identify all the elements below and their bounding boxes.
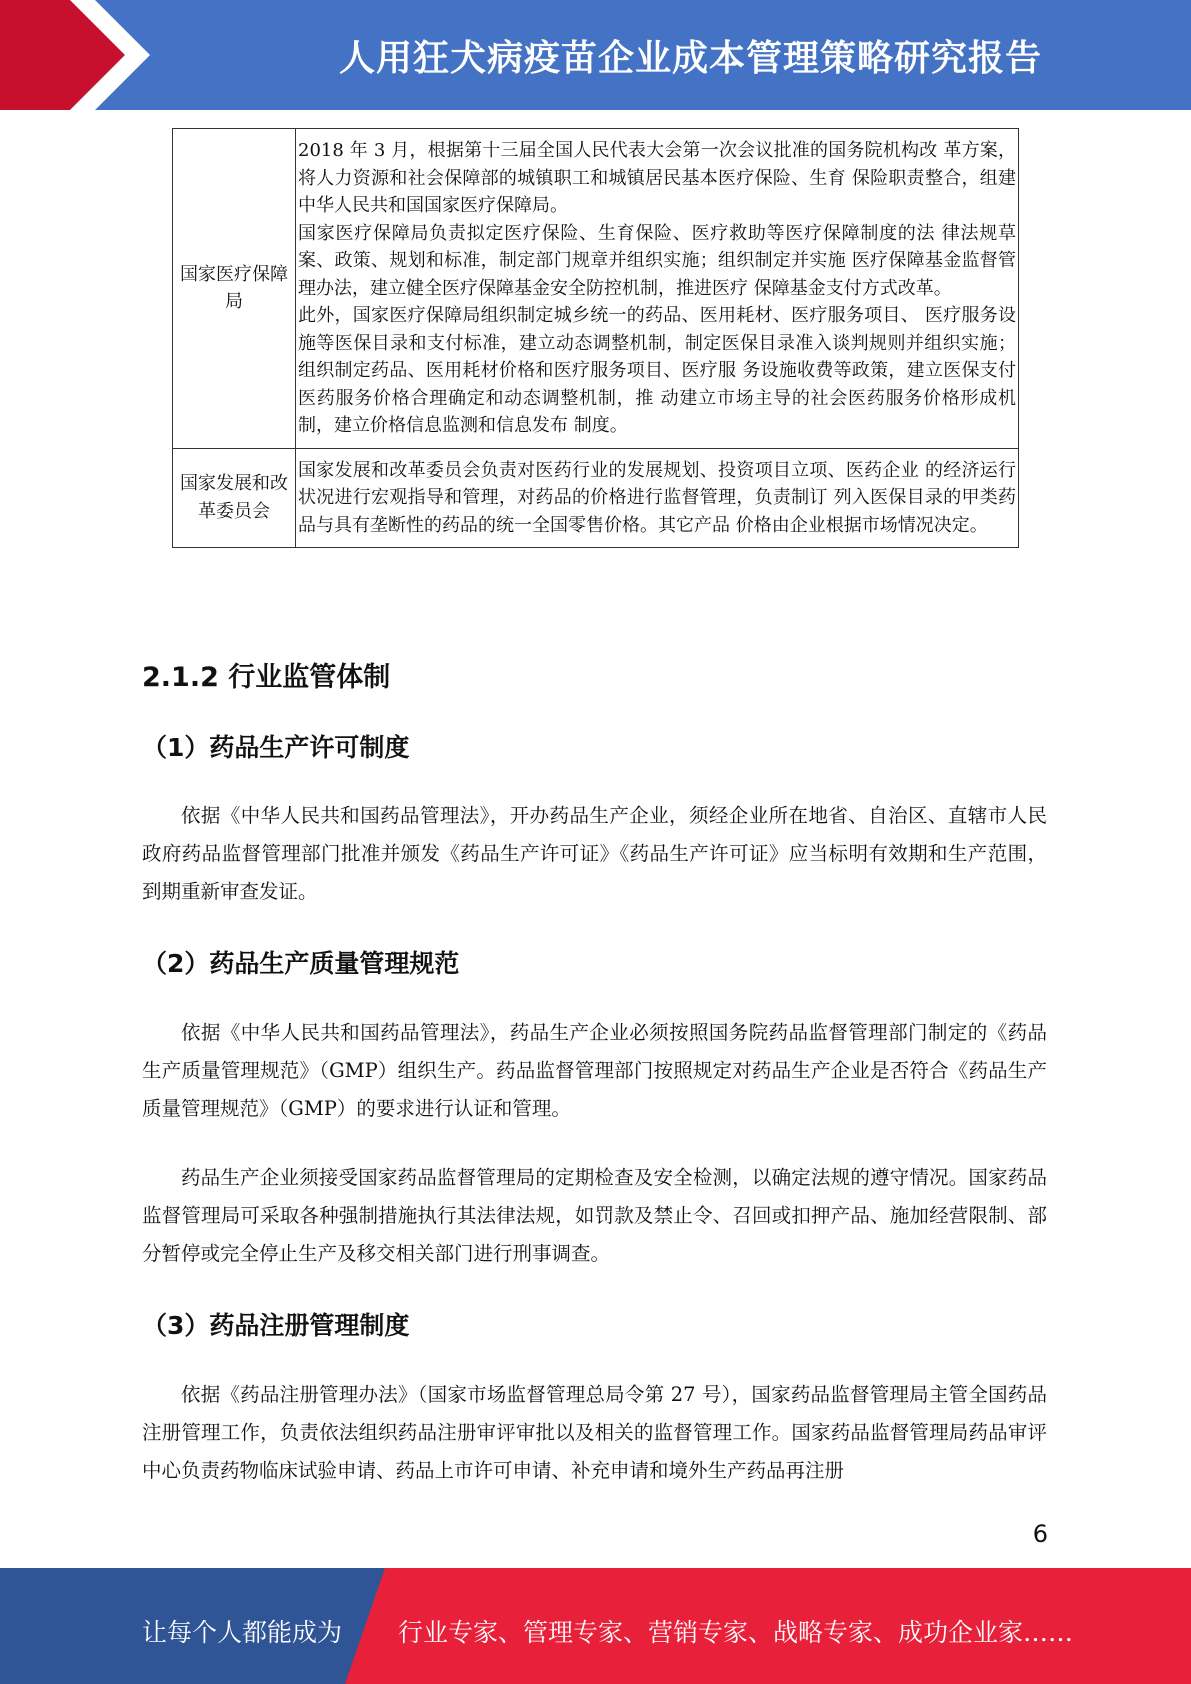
footer-slogan-left: 让每个人都能成为 [142,1618,343,1647]
table-paragraph: 此外，国家医疗保障局组织制定城乡统一的药品、医用耗材、医疗服务项目、 医疗服务设施等医保目录和支付标准，建立动态调整机制，制定医保目录准入谈判规则并组织实施；组织制定药品、医用耗材价格和医疗服务项目、医疗服 务设施收费等政策，建立医保支付医药服务价格合理确定和动态调整机制，推 动建立市场主导的社会医药服务价格形成机制，建立价格信息监测和信息发布 制度。 [298,305,1016,436]
body-paragraph-1: 依据《中华人民共和国药品管理法》，开办药品生产企业，须经企业所在地省、自治区、直辖市人民政府药品监督管理部门批准并颁发《药品生产许可证》《药品生产许可证》应当标明有效期和生产范围，到期重新审查发证。 [142,804,1047,903]
subsection-heading-2: （2）药品生产质量管理规范 [142,949,460,978]
body-paragraph-2: 依据《中华人民共和国药品管理法》，药品生产企业必须按照国务院药品监督管理部门制定的《药品生产质量管理规范》（GMP）组织生产。药品监督管理部门按照规定对药品生产企业是否符合《药品生产质量管理规范》（GMP）的要求进行认证和管理。 [142,1021,1047,1120]
table-cell-desc [296,448,1019,548]
table-paragraph: 国家医疗保障局负责拟定医疗保险、生育保险、医疗救助等医疗保障制度的法 律法规草案、政策、规划和标准，制定部门规章并组织实施；组织制定并实施 医疗保障基金监督管理办法，建立健全医疗保障基金安全防控机制，推进医疗 保障基金支付方式改革。 [298,222,1016,299]
page-number: 6 [1032,1520,1048,1548]
table-cell-org: 国家医疗保障局 [173,129,296,449]
table-cell-desc [296,129,1019,449]
table-paragraph: 2018 年 3 月，根据第十三届全国人民代表大会第一次会议批准的国务院机构改 革方案，将人力资源和社会保障部的城镇职工和城镇居民基本医疗保险、生育 保险职责整合，组建中华人民共和国国家医疗保障局。 [298,140,1016,216]
page-header [0,0,1191,110]
section-heading: 2.1.2 行业监管体制 [142,662,391,693]
footer-slogan-right: 行业专家、管理专家、营销专家、战略专家、成功企业家…… [398,1618,1074,1647]
table-cell-org: 国家发展和改革委员会 [173,448,296,548]
table-row [173,129,1019,449]
subsection-heading-1: （1）药品生产许可制度 [142,733,410,762]
table-paragraph: 国家发展和改革委员会负责对医药行业的发展规划、投资项目立项、医药企业 的经济运行状况进行宏观指导和管理，对药品的价格进行监督管理，负责制订 列入医保目录的甲类药品与具有垄断性的药品的统一全国零售价格。其它产品 价格由企业根据市场情况决定。 [298,459,1016,536]
page-footer [0,1568,1191,1684]
table-row [173,448,1019,548]
report-title: 人用狂犬病疫苗企业成本管理策略研究报告 [338,38,1042,79]
body-paragraph-3: 药品生产企业须接受国家药品监督管理局的定期检查及安全检测，以确定法规的遵守情况。国家药品监督管理局可采取各种强制措施执行其法律法规，如罚款及禁止令、召回或扣押产品、施加经营限制、部分暂停或完全停止生产及移交相关部门进行刑事调查。 [142,1166,1047,1265]
subsection-heading-3: （3）药品注册管理制度 [142,1311,410,1340]
body-paragraph-4: 依据《药品注册管理办法》（国家市场监督管理总局令第 27 号），国家药品监督管理局主管全国药品注册管理工作，负责依法组织药品注册审评审批以及相关的监督管理工作。国家药品监督管理局药品审评中心负责药物临床试验申请、药品上市许可申请、补充申请和境外生产药品再注册 [142,1383,1047,1482]
agency-table [172,128,1019,548]
